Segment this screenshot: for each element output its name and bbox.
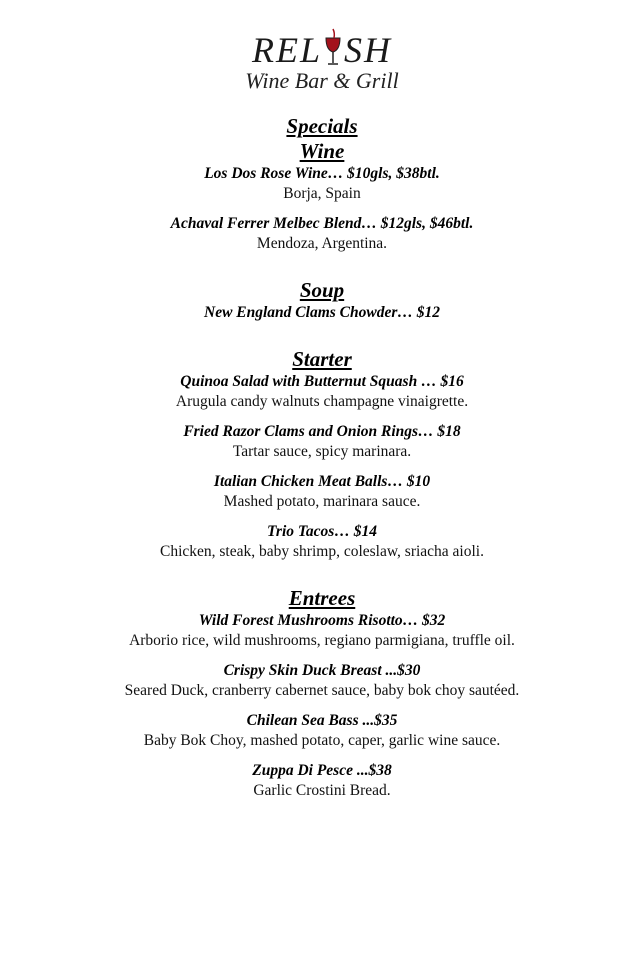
section-title-entrees: Entrees	[288, 586, 356, 610]
restaurant-logo	[0, 28, 644, 94]
item-description: Arugula candy walnuts champagne vinaigrette.	[175, 393, 469, 410]
menu-item	[0, 711, 644, 751]
menu-item	[0, 214, 644, 254]
item-name: Trio Tacos… $14	[267, 523, 377, 540]
item-name: Chilean Sea Bass ...$35	[246, 712, 398, 729]
section-title-wine: Wine	[299, 139, 345, 163]
item-name: Zuppa Di Pesce ...$38	[252, 762, 392, 779]
item-name: Achaval Ferrer Melbec Blend… $12gls, $46btl.	[170, 215, 474, 232]
menu-item	[0, 164, 644, 204]
wine-glass-icon	[322, 28, 344, 68]
item-name: Los Dos Rose Wine… $10gls, $38btl.	[204, 165, 440, 182]
logo-word-left: REL	[251, 30, 322, 70]
specials-menu	[0, 114, 644, 801]
logo-wordmark	[252, 28, 392, 68]
section-title-starter: Starter	[292, 347, 352, 371]
item-description: Baby Bok Choy, mashed potato, caper, garlic wine sauce.	[143, 732, 501, 749]
section-title-soup: Soup	[299, 278, 345, 302]
menu-item	[0, 761, 644, 801]
menu-item	[0, 472, 644, 512]
item-name: New England Clams Chowder… $12	[204, 304, 440, 321]
item-name: Crispy Skin Duck Breast ...$30	[223, 662, 421, 679]
item-description: Mashed potato, marinara sauce.	[223, 493, 421, 510]
logo-subtitle: Wine Bar & Grill	[245, 68, 399, 93]
menu-item	[0, 522, 644, 562]
logo-word-right: SH	[344, 30, 392, 70]
item-description: Arborio rice, wild mushrooms, regiano parmigiana, truffle oil.	[129, 632, 515, 649]
item-description: Borja, Spain	[283, 185, 361, 202]
item-description: Seared Duck, cranberry cabernet sauce, baby bok choy sautéed.	[124, 682, 520, 699]
item-name: Wild Forest Mushrooms Risotto… $32	[198, 612, 446, 629]
item-name: Quinoa Salad with Butternut Squash … $16	[180, 373, 464, 390]
item-description: Chicken, steak, baby shrimp, coleslaw, sriacha aioli.	[160, 543, 484, 560]
menu-item	[0, 372, 644, 412]
specials-title: Specials	[286, 114, 358, 138]
item-name: Fried Razor Clams and Onion Rings… $18	[183, 423, 461, 440]
menu-item	[0, 611, 644, 651]
item-description: Garlic Crostini Bread.	[253, 782, 391, 799]
menu-item	[0, 661, 644, 701]
item-description: Tartar sauce, spicy marinara.	[232, 443, 412, 460]
menu-item	[0, 422, 644, 462]
item-name: Italian Chicken Meat Balls… $10	[213, 473, 431, 490]
menu-item	[0, 303, 644, 323]
item-description: Mendoza, Argentina.	[256, 235, 388, 252]
